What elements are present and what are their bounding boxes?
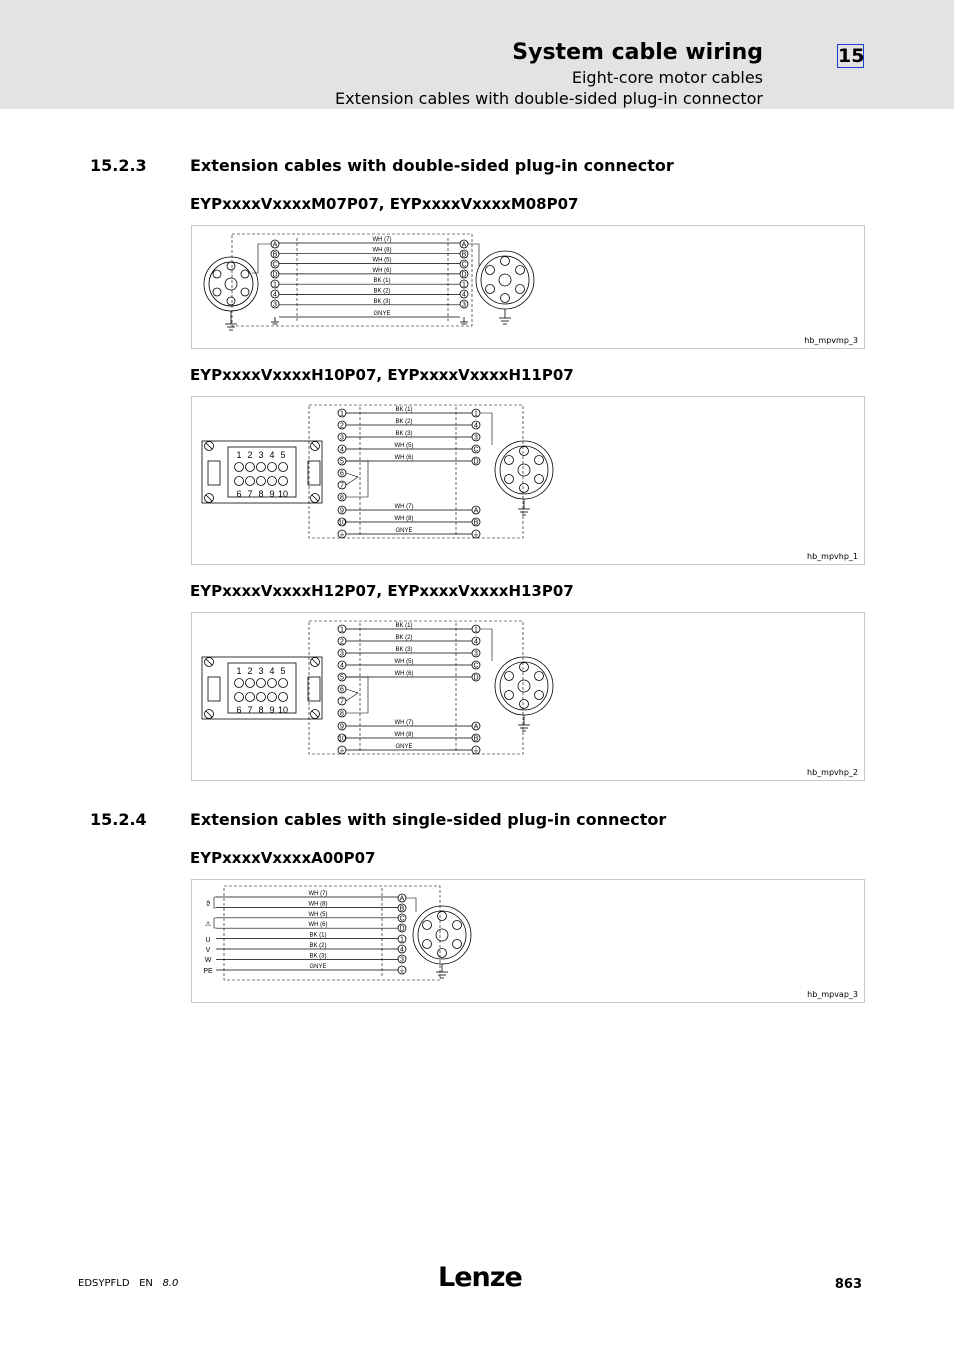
figure-title: EYPxxxxVxxxxA00P07 — [190, 849, 376, 867]
right-pin — [398, 945, 406, 954]
wire — [346, 720, 472, 726]
wire-label: GNYE — [395, 744, 413, 750]
wire — [279, 237, 460, 243]
wire — [216, 912, 398, 918]
wire — [216, 964, 398, 970]
wiring-diagram-4-graphic — [192, 880, 864, 1002]
pin-label: B — [272, 251, 278, 259]
right-pin — [472, 734, 480, 743]
wire-label: BK (3) — [309, 953, 327, 960]
wire-label: GNYE — [373, 311, 391, 317]
section-title: Extension cables with single-sided plug-in connector — [190, 810, 667, 829]
wire — [279, 247, 460, 253]
pin-label: 4 — [340, 446, 344, 454]
left-terminal-label: ⚠ — [204, 921, 212, 928]
left-pin — [271, 240, 279, 249]
figure-title: EYPxxxxVxxxxH12P07, EYPxxxxVxxxxH13P07 — [190, 582, 574, 600]
right-pin — [472, 421, 480, 430]
page-subtitle-1: Eight-core motor cables — [571, 68, 763, 87]
left-pin — [271, 250, 279, 259]
left-pin — [338, 506, 346, 515]
pin-label: 1 — [400, 936, 404, 944]
pin-label: B — [461, 251, 467, 259]
pin-label: C — [473, 662, 479, 670]
connector-pin-label: 10 — [277, 705, 289, 715]
section-number: 15.2.4 — [90, 810, 147, 829]
pin-label: ⏚ — [338, 531, 346, 539]
right-pin — [460, 240, 468, 249]
wire-label: BK (2) — [309, 943, 327, 949]
left-pin — [338, 673, 346, 682]
wire-label: WH (5) — [394, 443, 414, 449]
left-pin — [271, 290, 279, 299]
connector-pin-label: 6 — [236, 705, 242, 715]
footer-doc-code: EDSYPFLD — [78, 1278, 130, 1289]
right-pin — [460, 300, 468, 309]
wire — [216, 891, 398, 897]
wire-label: GNYE — [395, 528, 413, 534]
pin-label: B — [473, 519, 479, 527]
wire-label: BK (1) — [395, 407, 413, 413]
connector-pin-label: 8 — [258, 489, 264, 499]
right-pin — [472, 661, 480, 670]
left-pin — [271, 300, 279, 309]
wire — [346, 431, 472, 437]
right-pin-pe — [472, 530, 480, 539]
pin-label: 7 — [340, 482, 344, 490]
wire — [346, 744, 472, 750]
rectangular-connector — [202, 441, 322, 503]
footer-doc-info — [78, 1278, 178, 1289]
pin-label: 2 — [340, 422, 344, 430]
wire — [279, 268, 460, 274]
page-subtitle-2: Extension cables with double-sided plug-in connector — [335, 89, 763, 108]
wire-label: BK (3) — [373, 298, 391, 305]
wire-label: BK (1) — [373, 278, 391, 285]
right-pin — [472, 409, 480, 418]
left-pin — [271, 270, 279, 279]
wire-label: WH (6) — [394, 671, 414, 677]
left-pin — [338, 697, 346, 706]
wire — [279, 258, 460, 264]
wire-label: WH (8) — [394, 516, 414, 522]
wire — [346, 443, 472, 449]
left-terminal-label: ϑ — [206, 901, 210, 908]
connector-pin-label: 3 — [258, 450, 264, 460]
wire-label: BK (1) — [395, 623, 413, 629]
left-pin — [338, 625, 346, 634]
pin-label: ⏚ — [398, 967, 406, 975]
pin-label: ⏚ — [472, 531, 480, 539]
wire-label: GNYE — [309, 964, 327, 970]
pin-label: ⏚ — [338, 747, 346, 755]
pin-label: 1 — [273, 281, 277, 289]
wire — [346, 671, 472, 677]
connector-pin-label: 4 — [269, 450, 275, 460]
left-pin — [338, 493, 346, 502]
right-pin — [398, 904, 406, 913]
right-pin-pe — [472, 746, 480, 755]
pin-label: A — [399, 895, 405, 903]
right-pin — [472, 506, 480, 515]
connector-pin-label: 7 — [247, 489, 253, 499]
wire — [346, 659, 472, 665]
pin-label: 1 — [474, 626, 478, 634]
footer-language: EN — [139, 1278, 153, 1289]
connector-pin-label: 2 — [247, 450, 253, 460]
pin-label: 3 — [474, 434, 478, 442]
wire — [216, 933, 398, 939]
left-pin — [338, 685, 346, 694]
page-title: System cable wiring — [512, 40, 763, 65]
left-pin — [338, 734, 346, 743]
connector-pin-label: 10 — [277, 489, 289, 499]
wire-label: WH (7) — [394, 720, 414, 726]
pin-label: D — [473, 674, 479, 682]
pin-label: 1 — [340, 410, 344, 418]
left-pin — [338, 421, 346, 430]
figure-id: hb_mpvmp_3 — [804, 336, 858, 345]
right-pin — [460, 260, 468, 269]
wire — [346, 528, 472, 534]
pin-label: 5 — [340, 458, 344, 466]
pin-label: D — [473, 458, 479, 466]
pin-label: 3 — [340, 434, 344, 442]
rectangular-connector — [202, 657, 322, 719]
wire-label: BK (2) — [395, 419, 413, 425]
pin-label: 4 — [474, 422, 478, 430]
right-pin — [460, 250, 468, 259]
pin-label: B — [399, 905, 405, 913]
pin-label: A — [473, 507, 479, 515]
pin-label: 8 — [340, 494, 344, 502]
pin-label: 4 — [273, 291, 277, 299]
right-pin — [460, 270, 468, 279]
wiring-diagram-2-graphic — [192, 397, 864, 564]
figure-title: EYPxxxxVxxxxM07P07, EYPxxxxVxxxxM08P07 — [190, 195, 579, 213]
pin-label: D — [399, 925, 405, 933]
pin-label: 1 — [340, 626, 344, 634]
right-pin — [472, 649, 480, 658]
pin-label: 3 — [462, 301, 466, 309]
connector-pin-label: 1 — [236, 450, 242, 460]
pin-label: A — [473, 723, 479, 731]
left-pin — [338, 409, 346, 418]
left-pin — [338, 518, 346, 527]
wire-label: WH (6) — [308, 922, 328, 929]
connector-pin-label: 4 — [269, 666, 275, 676]
pin-label: D — [461, 271, 467, 279]
left-terminal-label: W — [204, 957, 212, 964]
pin-label: 8 — [340, 710, 344, 718]
figure-title: EYPxxxxVxxxxH10P07, EYPxxxxVxxxxH11P07 — [190, 366, 574, 384]
wiring-diagram-3-graphic — [192, 613, 864, 780]
right-pin — [398, 894, 406, 903]
footer-version: 8.0 — [162, 1278, 179, 1289]
left-pin — [271, 260, 279, 269]
left-pin — [338, 445, 346, 454]
connector-pin-label: 5 — [280, 666, 286, 676]
right-round-connector — [476, 251, 534, 324]
wire-label: WH (6) — [394, 455, 414, 461]
pin-label: 1 — [474, 410, 478, 418]
wire — [346, 516, 472, 522]
pin-label: 1 — [462, 281, 466, 289]
wire-label: BK (2) — [373, 288, 391, 295]
connector-pin-label: 9 — [269, 489, 275, 499]
right-pin — [472, 637, 480, 646]
connector-pin-label: 1 — [236, 666, 242, 676]
right-pin — [398, 914, 406, 923]
wire — [346, 635, 472, 641]
wire-label: WH (7) — [372, 237, 392, 243]
right-pin — [472, 673, 480, 682]
pin-label: 7 — [340, 698, 344, 706]
connector-pin-label: 3 — [258, 666, 264, 676]
wire — [216, 922, 398, 928]
wire-label: WH (8) — [308, 901, 328, 908]
right-round-connector — [413, 906, 471, 978]
right-pin — [472, 722, 480, 731]
pin-label: ⏚ — [472, 747, 480, 755]
left-pin — [338, 709, 346, 718]
wiring-diagram-1 — [191, 225, 865, 349]
left-pin — [338, 637, 346, 646]
connector-pin-label: 7 — [247, 705, 253, 715]
pin-label: B — [473, 735, 479, 743]
pin-label: A — [272, 241, 278, 249]
wiring-diagram-1-graphic — [192, 226, 864, 348]
left-terminal-label: PE — [203, 968, 213, 975]
left-pin — [338, 481, 346, 490]
wire — [346, 455, 472, 461]
left-pin-pe — [338, 746, 346, 755]
figure-id: hb_mpvhp_1 — [807, 552, 858, 561]
wire-label: WH (5) — [308, 911, 328, 918]
lenze-logo: Lenze — [438, 1262, 522, 1293]
pin-label: 4 — [400, 946, 404, 954]
right-round-connector — [495, 657, 553, 731]
wire — [346, 419, 472, 425]
right-pin — [398, 955, 406, 964]
wire-label: BK (2) — [395, 635, 413, 641]
wire — [346, 407, 472, 413]
pin-label: 4 — [474, 638, 478, 646]
right-pin-pe — [398, 966, 406, 975]
wire — [279, 289, 460, 295]
pin-label: 10 — [338, 519, 346, 527]
pin-label: 3 — [400, 956, 404, 964]
pin-label: 3 — [340, 650, 344, 658]
wire — [216, 943, 398, 949]
wire-label: WH (5) — [394, 659, 414, 665]
connector-pin-label: 6 — [236, 489, 242, 499]
wire-label: WH (7) — [308, 891, 328, 897]
pin-label: 4 — [462, 291, 466, 299]
right-pin — [472, 518, 480, 527]
page-number: 863 — [834, 1277, 862, 1292]
wire — [346, 504, 472, 510]
figure-id: hb_mpvhp_2 — [807, 768, 858, 777]
chapter-number-box: 15 — [838, 45, 865, 67]
right-pin — [472, 625, 480, 634]
wire-label: BK (1) — [309, 932, 327, 939]
left-pin — [338, 469, 346, 478]
pin-label: 6 — [340, 686, 344, 694]
pin-label: 9 — [340, 507, 344, 515]
left-terminal-label: V — [205, 947, 211, 954]
right-round-connector — [495, 441, 553, 515]
wire-label: BK (3) — [395, 431, 413, 437]
wire-label: WH (8) — [394, 732, 414, 738]
right-pin — [472, 445, 480, 454]
wire — [279, 299, 460, 305]
left-pin — [271, 280, 279, 289]
wire — [216, 901, 398, 907]
right-pin — [460, 290, 468, 299]
pin-label: 9 — [340, 723, 344, 731]
pin-label: 2 — [340, 638, 344, 646]
pin-label: 10 — [338, 735, 346, 743]
left-pin — [338, 433, 346, 442]
pin-label: 3 — [273, 301, 277, 309]
connector-pin-label: 9 — [269, 705, 275, 715]
pin-label: 4 — [340, 662, 344, 670]
connector-pin-label: 2 — [247, 666, 253, 676]
left-terminal-label: U — [205, 937, 211, 944]
pin-label: 6 — [340, 470, 344, 478]
left-round-connector — [204, 257, 258, 330]
left-pin — [338, 457, 346, 466]
right-pin — [472, 433, 480, 442]
pin-label: D — [272, 271, 278, 279]
wire — [346, 623, 472, 629]
connector-pin-label: 8 — [258, 705, 264, 715]
left-pin-pe — [338, 530, 346, 539]
section-number: 15.2.3 — [90, 156, 147, 175]
pin-label: C — [272, 261, 278, 269]
wire-label: WH (6) — [372, 267, 392, 274]
wire-label: WH (7) — [394, 504, 414, 510]
pin-label: C — [473, 446, 479, 454]
wiring-diagram-3 — [191, 612, 865, 781]
wire — [216, 953, 398, 959]
right-pin — [398, 924, 406, 933]
connector-pin-label: 5 — [280, 450, 286, 460]
figure-id: hb_mpvap_3 — [807, 990, 858, 999]
left-pin — [338, 661, 346, 670]
wire-label: WH (8) — [372, 247, 392, 254]
wire-label: WH (5) — [372, 257, 392, 264]
pin-label: A — [461, 241, 467, 249]
pin-label: 5 — [340, 674, 344, 682]
wire — [346, 647, 472, 653]
wire-label: BK (3) — [395, 647, 413, 653]
wiring-diagram-4 — [191, 879, 865, 1003]
wire — [346, 732, 472, 738]
wire — [279, 278, 460, 284]
pin-label: 3 — [474, 650, 478, 658]
pin-label: C — [399, 915, 405, 923]
section-title: Extension cables with double-sided plug-in connector — [190, 156, 674, 175]
left-pin — [338, 649, 346, 658]
right-pin — [472, 457, 480, 466]
wiring-diagram-2 — [191, 396, 865, 565]
pin-label: C — [461, 261, 467, 269]
wire — [279, 311, 460, 317]
left-pin — [338, 722, 346, 731]
right-pin — [398, 935, 406, 944]
right-pin — [460, 280, 468, 289]
